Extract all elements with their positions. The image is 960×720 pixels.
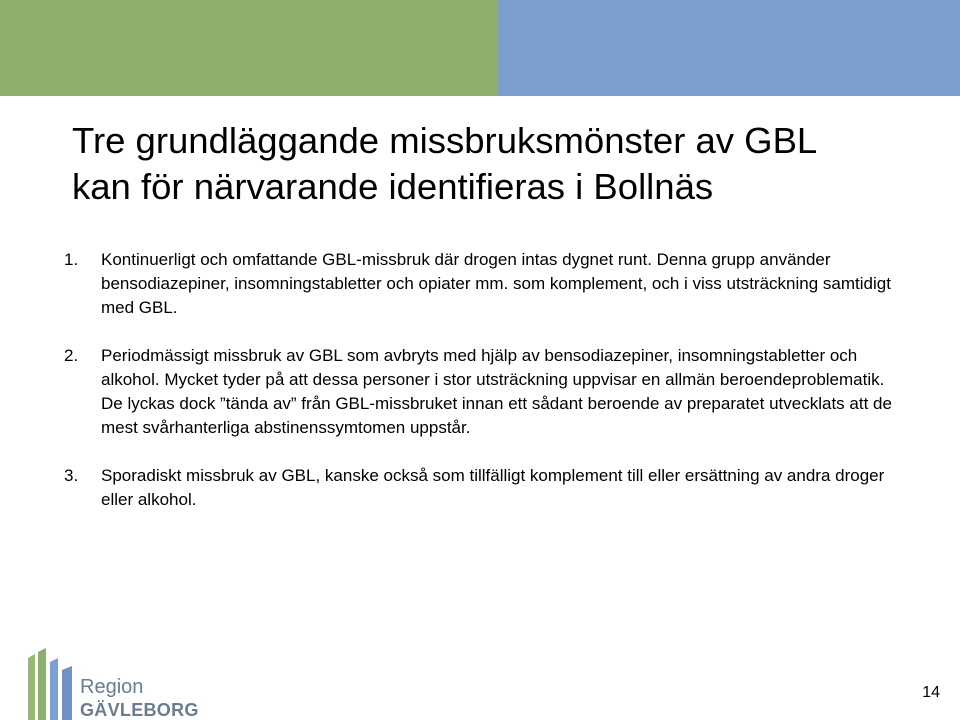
top-bar-blue-segment (498, 0, 960, 96)
slide-title-line-1: Tre grundläggande missbruksmönster av GBL (72, 120, 818, 161)
list-item-text: Periodmässigt missbruk av GBL som avbryts med hjälp av bensodiazepiner, insomningstabletter och alkohol. Mycket tyder på att dessa personer i stor utsträckning uppvisar en allmän beroendeproblematik. De lyckas dock ”tända av” från GBL-missbruket innan ett sådant beroende av preparatet utvecklats att de mest svårhanterliga abstinenssymtomen uppstår. (101, 346, 892, 437)
list-item-text: Kontinuerligt och omfattande GBL-missbruk där drogen intas dygnet runt. Denna grupp använder bensodiazepiner, insomningstabletter och opiater mm. som komplement, och i viss utsträckning samtidigt med GBL. (101, 250, 891, 317)
page-number: 14 (922, 684, 940, 701)
list-item-text: Sporadiskt missbruk av GBL, kanske också som tillfälligt komplement till eller ersättning av andra droger eller alkohol. (101, 466, 885, 509)
logo-text-gavleborg: GÄVLEBORG (80, 700, 199, 720)
list-item (64, 248, 904, 320)
list-item (64, 344, 904, 440)
slide-title-line-2: kan för närvarande identifieras i Bollnäs (72, 166, 714, 207)
slide-title (72, 118, 912, 210)
region-gavleborg-logo (28, 648, 199, 720)
list-item-number: 2. (64, 346, 79, 365)
top-bar-green-segment (0, 0, 498, 96)
list-item-number: 1. (64, 250, 79, 269)
logo-text-region: Region (80, 676, 144, 698)
list-item (64, 464, 904, 512)
numbered-list (64, 248, 904, 512)
region-gavleborg-stripes-icon (28, 648, 80, 720)
top-color-bar (0, 0, 960, 96)
list-item-number: 3. (64, 466, 79, 485)
